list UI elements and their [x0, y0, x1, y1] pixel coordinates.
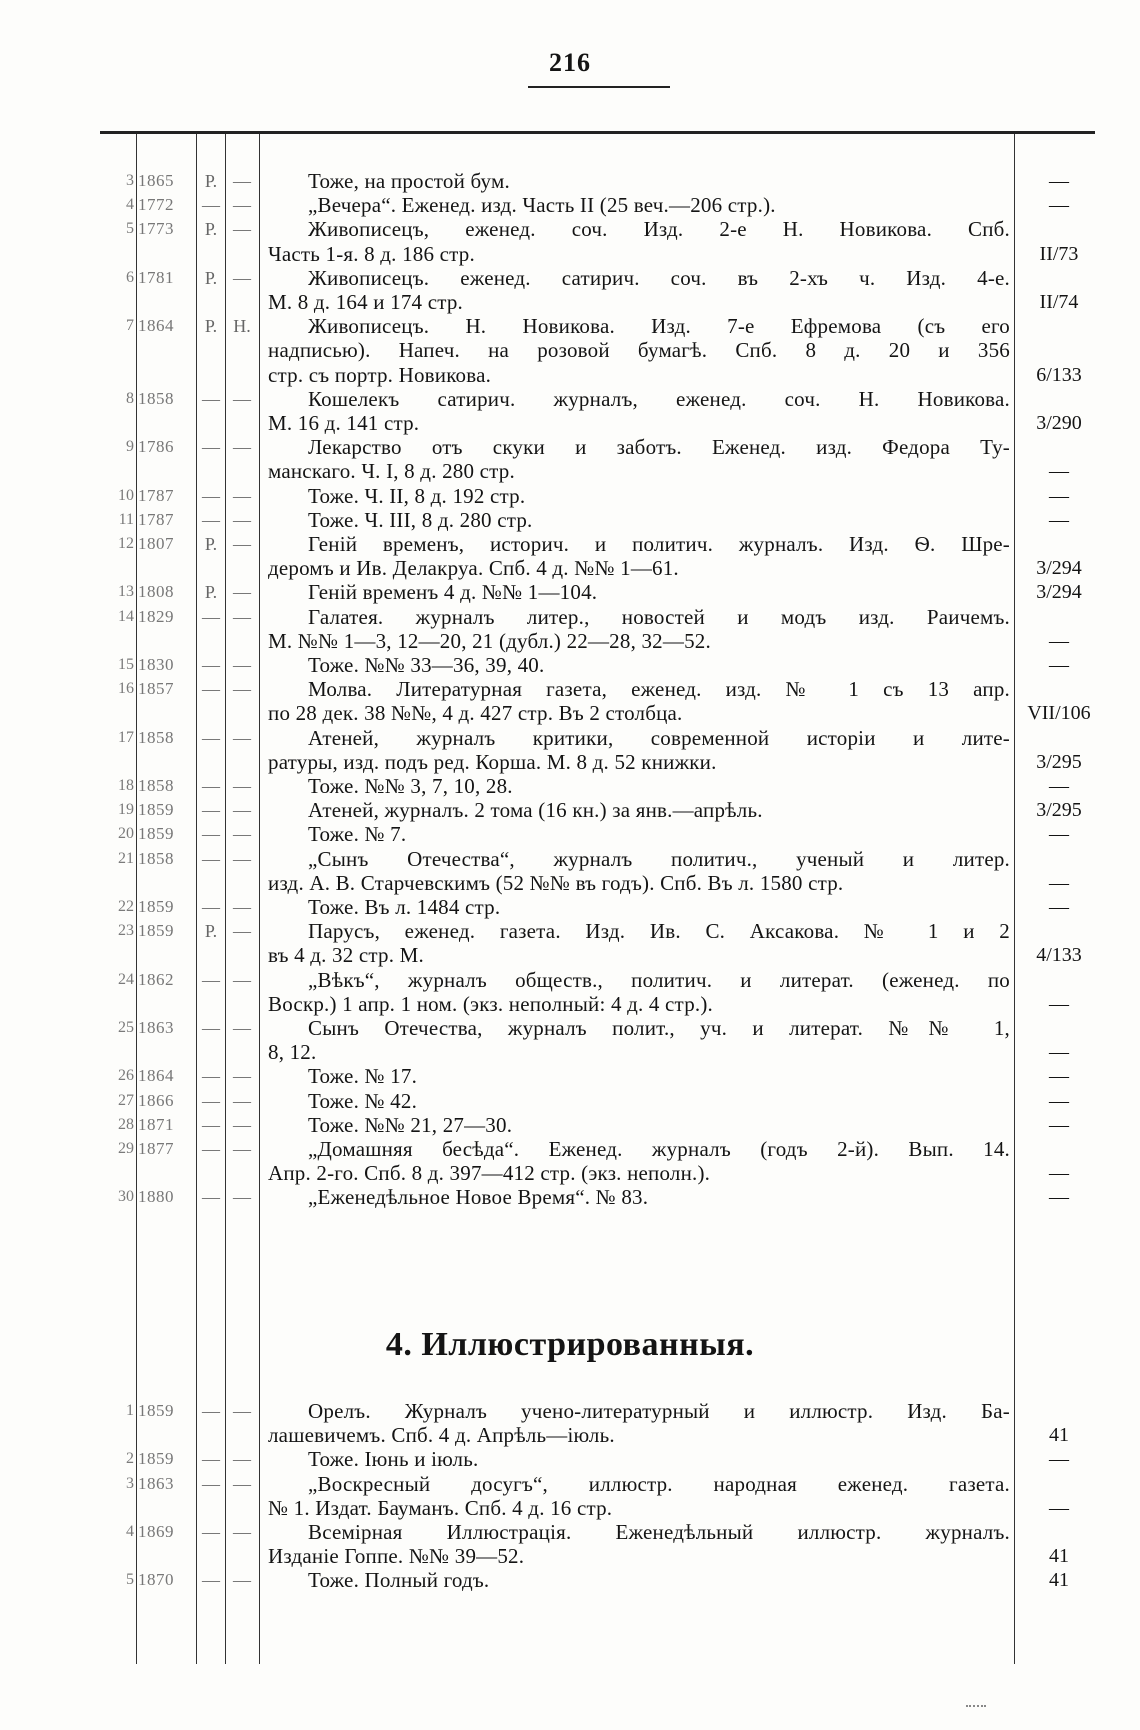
entry-mark-h: — — [233, 1066, 251, 1087]
entry-year: 1859 — [138, 1401, 174, 1420]
entry-mark-r: — — [202, 485, 220, 506]
entry-mark-h: — — [233, 921, 251, 942]
entry-mark-h: — — [233, 534, 251, 554]
entry-year: 1858 — [138, 776, 174, 795]
entry-mark-h: — — [233, 824, 251, 845]
entry-year: 1864 — [138, 316, 174, 336]
entry-mark-h: — — [233, 219, 251, 240]
entry-year: 1829 — [138, 606, 174, 626]
entry-mark-r: — — [202, 1066, 220, 1087]
entry-number: 27 — [118, 1091, 134, 1109]
entry-mark-r: — — [202, 1401, 220, 1421]
entry-number: 24 — [118, 970, 134, 988]
entry-number: 13 — [118, 583, 134, 601]
entry-description: Лекарство отъ скуки и заботъ. Еженед. изд. Федора Ту- — [308, 435, 1010, 460]
entry-description: деромъ и Ив. Делакруа. Спб. 4 д. №№ 1—61. — [268, 556, 679, 581]
entry-year: 1772 — [138, 195, 174, 215]
entry-mark-h: — — [233, 679, 251, 700]
entry-mark-r: — — [202, 1473, 220, 1494]
entry-mark-h: — — [233, 848, 251, 869]
entry-mark-r: — — [202, 1449, 220, 1470]
entry-description: стр. съ портр. Новикова. — [268, 362, 492, 387]
entry-number: 4 — [126, 1523, 134, 1540]
entry-number: 26 — [118, 1067, 134, 1085]
entry-mark-h: — — [233, 897, 251, 917]
entry-description: въ 4 д. 32 стр. М. — [268, 943, 424, 968]
entry-description: Орелъ. Журналъ учено-литературный и иллюстр. Изд. Ба- — [308, 1399, 1010, 1423]
entry-mark-h: — — [233, 1473, 251, 1494]
entry-description: Живописецъ. еженед. сатирич. соч. въ 2-хъ ч. Изд. 4-е. — [308, 265, 1010, 290]
entry-year: 1858 — [138, 848, 174, 868]
entry-mark-h: — — [233, 1449, 251, 1470]
entry-description: ратуры, изд. подъ ред. Корша. М. 8 д. 52 книжки. — [268, 749, 717, 774]
entry-mark-h: — — [233, 969, 251, 990]
entry-mark-h: — — [233, 727, 251, 748]
entry-mark-r: — — [202, 1139, 220, 1159]
entry-description: Живописецъ. Н. Новикова. Изд. 7-е Ефремова (съ его — [308, 314, 1010, 339]
entry-number: 25 — [118, 1019, 134, 1036]
entry-shelf-reference: 3/290 — [1036, 412, 1082, 434]
entry-mark-h: — — [233, 606, 251, 627]
entry-year: 1877 — [138, 1139, 174, 1158]
entry-description: Атеней, журналъ. 2 тома (16 кн.) за янв.—апрѣль. — [308, 798, 763, 823]
entry-year: 1863 — [138, 1018, 174, 1037]
entry-number: 29 — [118, 1140, 134, 1157]
entry-description: Тоже. № 7. — [308, 822, 407, 847]
entry-number: 30 — [118, 1188, 134, 1206]
entry-mark-r: — — [202, 1018, 220, 1038]
page-corner-mark — [966, 1705, 986, 1710]
entry-mark-r: — — [202, 1090, 220, 1111]
entry-mark-r: — — [202, 437, 220, 458]
entry-description: М. 8 д. 164 и 174 стр. — [268, 290, 463, 314]
entry-description: Кошелекъ сатирич. журналъ, еженед. соч. Н. Новикова. — [308, 386, 1010, 411]
entry-year: 1857 — [138, 679, 174, 699]
entry-shelf-reference: — — [1049, 629, 1069, 652]
entry-number: 1 — [126, 1402, 134, 1419]
entry-shelf-reference: 4/133 — [1036, 944, 1082, 967]
entry-mark-r: — — [202, 1522, 220, 1542]
entry-year: 1773 — [138, 219, 174, 239]
entry-description: Тоже. №№ 33—36, 39, 40. — [308, 653, 545, 677]
entry-shelf-reference: — — [1049, 1186, 1069, 1209]
entry-mark-r: — — [202, 969, 220, 990]
entry-number: 2 — [126, 1450, 134, 1468]
entry-mark-r: — — [202, 195, 220, 216]
page-number-underline — [528, 86, 670, 88]
entry-description: Тоже, на простой бум. — [308, 169, 510, 193]
entry-number: 7 — [126, 317, 134, 335]
entry-mark-r: Р. — [204, 921, 218, 942]
entry-year: 1787 — [138, 509, 174, 529]
entry-shelf-reference: — — [1049, 484, 1069, 507]
entry-shelf-reference: 41 — [1049, 1569, 1069, 1592]
entry-number: 3 — [126, 1474, 134, 1492]
entry-shelf-reference: — — [1049, 992, 1069, 1015]
entry-description: Всемiрная Иллюстрацiя. Еженедѣльный иллюстр. журналъ. — [308, 1520, 1010, 1544]
entry-year: 1807 — [138, 534, 174, 553]
entry-mark-r: — — [202, 655, 220, 675]
entry-number: 17 — [118, 728, 134, 746]
entry-number: 18 — [118, 777, 134, 794]
entry-number: 19 — [118, 801, 134, 819]
entry-description: Живописецъ, еженед. соч. Изд. 2-е Н. Новикова. Спб. — [308, 217, 1010, 242]
entry-mark-r: — — [202, 897, 220, 917]
entry-shelf-reference: — — [1049, 654, 1069, 676]
entry-year: 1859 — [138, 824, 174, 844]
entry-shelf-reference: 41 — [1049, 1424, 1069, 1447]
entry-mark-h: — — [233, 1187, 251, 1208]
entry-number: 22 — [118, 898, 134, 915]
entry-description: Часть 1-я. 8 д. 186 стр. — [268, 241, 475, 266]
entry-year: 1859 — [138, 897, 174, 916]
entry-year: 1865 — [138, 171, 174, 190]
entry-shelf-reference: — — [1049, 1041, 1069, 1064]
entry-mark-r: Р. — [204, 171, 218, 191]
entry-description: Парусъ, еженед. газета. Изд. Ив. С. Аксакова. № 1 и 2 — [308, 919, 1010, 944]
entry-description: надписью). Напеч. на розовой бумагѣ. Спб. 8 д. 20 и 356 — [268, 338, 1010, 363]
entry-mark-r: — — [202, 800, 220, 821]
entry-description: Молва. Литературная газета, еженед. изд. № 1 съ 13 апр. — [308, 677, 1010, 702]
entry-mark-h: — — [233, 267, 251, 288]
entry-year: 1858 — [138, 388, 174, 408]
page-number: 216 — [549, 48, 591, 77]
entry-mark-r: Р. — [204, 534, 218, 554]
entry-number: 5 — [126, 220, 134, 238]
entry-year: 1871 — [138, 1114, 174, 1134]
entry-shelf-reference: — — [1049, 1162, 1069, 1185]
entry-description: Генiй временъ 4 д. №№ 1—104. — [308, 580, 598, 605]
entry-mark-r: Р. — [204, 316, 218, 337]
entry-description: „Сынъ Отечества“, журналъ политич., ученый и литер. — [308, 846, 1010, 871]
entry-year: 1880 — [138, 1187, 174, 1207]
entry-number: 14 — [118, 607, 134, 625]
entry-description: Тоже. Въ л. 1484 стр. — [308, 895, 501, 919]
entry-number: 16 — [118, 680, 134, 698]
entry-description: „Домашняя бесѣда“. Еженед. журналъ (годъ 2-й). Вып. 14. — [308, 1137, 1010, 1161]
entry-description: Атеней, журналъ критики, современной исторiи и лите- — [308, 725, 1010, 750]
entry-description: 8, 12. — [268, 1040, 317, 1065]
entry-description: Тоже. Ч. III, 8 д. 280 стр. — [308, 507, 533, 532]
entry-number: 20 — [118, 825, 134, 843]
entry-mark-r: — — [202, 1114, 220, 1135]
entry-mark-r: — — [202, 388, 220, 409]
entry-description: Апр. 2-го. Спб. 8 д. 397—412 стр. (экз. неполн.). — [268, 1161, 711, 1186]
entry-description: Тоже. Ч. II, 8 д. 192 стр. — [308, 483, 526, 508]
entry-shelf-reference: 41 — [1049, 1545, 1069, 1568]
entry-shelf-reference: — — [1049, 896, 1069, 918]
entry-description: Тоже. № 17. — [308, 1064, 418, 1089]
entry-shelf-reference: — — [1049, 194, 1069, 217]
entry-mark-h: — — [233, 485, 251, 506]
entry-shelf-reference: II/74 — [1039, 291, 1079, 313]
entry-shelf-reference: VII/106 — [1027, 702, 1091, 725]
entry-year: 1830 — [138, 655, 174, 674]
entry-number: 3 — [126, 172, 134, 189]
entry-shelf-reference: — — [1049, 823, 1069, 846]
entry-mark-r: Р. — [204, 219, 218, 240]
entry-number: 6 — [126, 268, 134, 286]
entry-shelf-reference: — — [1049, 1089, 1069, 1112]
entry-description: № 1. Издат. Бауманъ. Спб. 4 д. 16 стр. — [268, 1495, 613, 1520]
entry-number: 12 — [118, 535, 134, 552]
entry-mark-h: — — [233, 776, 251, 796]
entry-mark-h: — — [233, 1114, 251, 1135]
entry-description: по 28 дек. 38 №№, 4 д. 427 стр. Въ 2 столбца. — [268, 701, 683, 726]
entry-year: 1870 — [138, 1570, 174, 1590]
entry-year: 1858 — [138, 727, 174, 747]
entry-year: 1862 — [138, 969, 174, 989]
entry-description: Изданiе Гоппе. №№ 39—52. — [268, 1544, 525, 1569]
entry-mark-h: — — [233, 582, 251, 603]
entry-mark-r: — — [202, 679, 220, 700]
entry-shelf-reference: 3/294 — [1036, 557, 1082, 580]
entry-number: 5 — [126, 1571, 134, 1589]
entry-mark-r: — — [202, 1187, 220, 1208]
entry-mark-h: — — [233, 437, 251, 458]
entry-year: 1786 — [138, 437, 174, 457]
entry-shelf-reference: — — [1049, 1448, 1069, 1471]
entry-description: „Вѣкъ“, журналъ обществ., политич. и литерат. (еженед. по — [308, 967, 1010, 992]
entry-shelf-reference: — — [1049, 460, 1069, 483]
entry-description: „Вечера“. Еженед. изд. Часть II (25 веч.—206 стр.). — [308, 193, 776, 218]
entry-description: „Воскресный досугъ“, иллюстр. народная еженед. газета. — [308, 1471, 1010, 1496]
entry-mark-r: Р. — [204, 267, 218, 288]
table-row — [0, 1567, 1140, 1595]
entry-description: Тоже. № 42. — [308, 1088, 418, 1113]
section-title: 4. Иллюстрированныя. — [385, 1326, 755, 1363]
entry-shelf-reference: — — [1049, 1065, 1069, 1088]
entry-year: 1869 — [138, 1522, 174, 1541]
entry-description: „Еженедѣльное Новое Время“. № 83. — [308, 1185, 649, 1210]
entry-number: 11 — [118, 510, 134, 528]
entry-shelf-reference: 6/133 — [1036, 363, 1082, 386]
entry-year: 1859 — [138, 921, 174, 941]
table-top-rule — [100, 131, 1095, 134]
entry-shelf-reference: 3/295 — [1036, 750, 1082, 773]
entry-number: 21 — [118, 849, 134, 867]
entry-description: Генiй временъ, историч. и политич. журналъ. Изд. Ѳ. Шре- — [308, 532, 1010, 556]
entry-description: Воскр.) 1 апр. 1 ном. (экз. неполный: 4 д. 4 стр.). — [268, 991, 713, 1016]
entry-year: 1866 — [138, 1090, 174, 1110]
entry-mark-r: Р. — [204, 582, 218, 603]
entry-shelf-reference: — — [1049, 170, 1069, 192]
entry-mark-r: — — [202, 606, 220, 627]
entry-description: Тоже. №№ 21, 27—30. — [308, 1112, 513, 1137]
entry-mark-h: — — [233, 1401, 251, 1421]
entry-number: 15 — [118, 656, 134, 673]
entry-mark-r: — — [202, 848, 220, 869]
entry-shelf-reference: — — [1049, 1113, 1069, 1136]
entry-description: манскаго. Ч. I, 8 д. 280 стр. — [268, 459, 515, 484]
entry-description: Тоже. Iюнь и iюль. — [308, 1447, 479, 1472]
entry-mark-h: — — [233, 171, 251, 191]
entry-mark-r: — — [202, 727, 220, 748]
entry-description: лашевичемъ. Спб. 4 д. Апрѣль—iюль. — [268, 1423, 615, 1448]
entry-year: 1864 — [138, 1066, 174, 1086]
entry-mark-h: — — [233, 509, 251, 530]
entry-mark-h: Н. — [233, 316, 251, 337]
entry-year: 1808 — [138, 582, 174, 602]
entry-description: Галатея. журналъ литер., новостей и модъ изд. Раичемъ. — [308, 604, 1010, 629]
entry-mark-h: — — [233, 1570, 251, 1591]
entry-year: 1781 — [138, 267, 174, 287]
entry-mark-h: — — [233, 195, 251, 216]
entry-number: 23 — [118, 922, 134, 940]
entry-description: М. 16 д. 141 стр. — [268, 411, 420, 435]
entry-mark-h: — — [233, 1090, 251, 1111]
entry-description: Тоже. №№ 3, 7, 10, 28. — [308, 774, 513, 798]
entry-number: 4 — [126, 196, 134, 214]
entry-mark-r: — — [202, 1570, 220, 1591]
entry-mark-h: — — [233, 1018, 251, 1038]
entry-mark-r: — — [202, 824, 220, 845]
entry-year: 1787 — [138, 485, 174, 505]
entry-shelf-reference: II/73 — [1039, 242, 1079, 265]
entry-shelf-reference: — — [1049, 508, 1069, 531]
entry-mark-h: — — [233, 655, 251, 675]
entry-description: изд. А. В. Старчевскимъ (52 №№ въ годъ). Спб. Въ л. 1580 стр. — [268, 870, 844, 895]
entry-number: 9 — [126, 438, 134, 456]
entry-description: М. №№ 1—3, 12—20, 21 (дубл.) 22—28, 32—52. — [268, 628, 711, 653]
entry-year: 1859 — [138, 1449, 174, 1469]
entry-mark-h: — — [233, 1139, 251, 1159]
entry-mark-r: — — [202, 509, 220, 530]
entry-shelf-reference: 3/295 — [1036, 799, 1082, 822]
entry-description: Тоже. Полный годъ. — [308, 1568, 490, 1593]
entry-shelf-reference: — — [1049, 871, 1069, 894]
entry-number: 28 — [118, 1115, 134, 1133]
entry-mark-h: — — [233, 1522, 251, 1542]
entry-mark-r: — — [202, 776, 220, 796]
entry-year: 1863 — [138, 1473, 174, 1493]
entry-mark-h: — — [233, 800, 251, 821]
entry-description: Сынъ Отечества, журналъ полит., уч. и литерат. №№ 1, — [308, 1016, 1010, 1040]
entry-shelf-reference: 3/294 — [1036, 581, 1082, 604]
entry-year: 1859 — [138, 800, 174, 820]
entry-number: 10 — [118, 486, 134, 504]
entry-shelf-reference: — — [1049, 775, 1069, 797]
entry-mark-h: — — [233, 388, 251, 409]
table-row — [0, 1184, 1140, 1212]
entry-number: 8 — [126, 389, 134, 407]
entry-shelf-reference: — — [1049, 1496, 1069, 1519]
